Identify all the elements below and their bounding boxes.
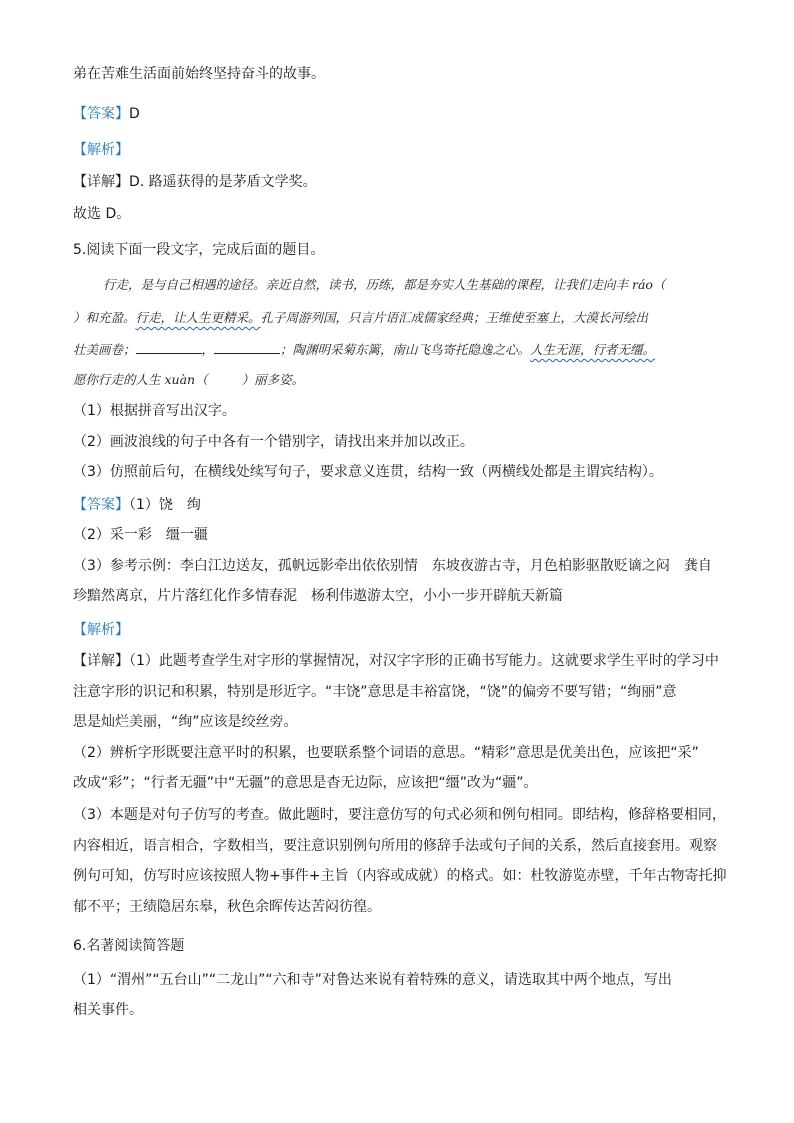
passage-text: 愿你行走的人生 xuàn（ [73, 372, 208, 387]
analysis-tag: 【解析】 [73, 622, 129, 638]
passage-text: ）和充盈。 [73, 310, 136, 325]
question-6-title: 6.名著阅读简答题 [73, 938, 185, 954]
passage-text: 壮美画卷； [73, 342, 136, 357]
passage-line-4 [73, 370, 304, 390]
detail-line-q5-1 [73, 651, 719, 671]
answer-text: （1）饶 绚 [129, 497, 201, 513]
passage-text: ）丽多姿。 [241, 372, 305, 387]
detail-line-q4 [73, 172, 317, 192]
passage-line-1: 行走，是与自己相遇的途径。亲近自然，读书，历练，都是夯实人生基础的课程，让我们走向丰 ráo（ [103, 277, 666, 292]
fill-blank-2[interactable] [214, 341, 280, 354]
fill-blank-1[interactable] [136, 341, 202, 354]
passage-line-2 [73, 308, 648, 328]
question-5-title: 5.阅读下面一段文字，完成后面的题目。 [73, 242, 325, 258]
detail-line-q5-2: 注意字形的识记和积累，特别是形近字。“丰饶”意思是丰裕富饶，“饶”的偏旁不要写错；“绚丽”意 [73, 684, 677, 700]
detail-line-q5-8: 例句可知，仿写时应该按照人物+事件+主旨（内容或成就）的格式。如：杜牧游览赤壁，千年古物寄托抑 [73, 868, 727, 884]
sub-question-1: （1）根据拼音写出汉字。 [73, 403, 236, 419]
answer-line-q4 [73, 104, 140, 124]
conclusion-q4: 故选 D。 [73, 206, 131, 222]
analysis-tag: 【解析】 [73, 142, 129, 158]
detail-line-q5-7: 内容相近，语言相合，字数相当，要注意识别例句所用的修辞手法或句子间的关系，然后直接套用。观察 [73, 838, 717, 854]
analysis-tag-q5 [73, 620, 129, 640]
detail-line-q5-4: （2）辨析字形既要注意平时的积累，也要联系整个词语的意思。“精彩”意思是优美出色，应该把“采” [73, 745, 699, 761]
detail-line-q5-5: 改成“彩”；“行者无疆”中“无疆”的意思是杳无边际，应该把“缰”改为“疆”。 [73, 775, 538, 791]
detail-text: （1）此题考查学生对字形的掌握情况，对汉字字形的正确书写能力。这就要求学生平时的学习中 [129, 653, 719, 669]
answer-tag: 【答案】 [73, 497, 129, 513]
wavy-sentence-1: 行走，让人生更精采。 [135, 310, 261, 325]
sub-question-3: （3）仿照前后句，在横线处续写句子，要求意义连贯，结构一致（两横线处都是主谓宾结构）。 [73, 464, 663, 480]
wavy-sentence-2: 人生无涯，行者无缰。 [530, 342, 656, 357]
continuation-text: 弟在苦难生活面前始终坚持奋斗的故事。 [73, 66, 325, 82]
passage-line-3 [73, 340, 655, 360]
detail-tag: 【详解】 [73, 174, 129, 190]
answer-line-q5-2: （2）采一彩 缰一疆 [73, 527, 208, 543]
detail-line-q5-3: 思是灿烂美丽，“绚”应该是绞丝旁。 [73, 714, 298, 730]
question-6-line-1: （1）“渭州”“五台山”“二龙山”“六和寺”对鲁达来说有着特殊的意义，请选取其中两个地点，写出 [73, 972, 672, 988]
analysis-tag-q4 [73, 140, 129, 160]
answer-value: D [129, 106, 140, 122]
answer-tag: 【答案】 [73, 106, 129, 122]
separator: ， [201, 342, 215, 357]
passage-text: ；陶渊明采菊东篱，南山飞鸟寄托隐逸之心。 [280, 342, 531, 357]
answer-line-q5-3: （3）参考示例：李白江边送友，孤帆远影牵出依依别情 东坡夜游古寺，月色柏影驱散贬谪之闷 龚自 [73, 558, 712, 574]
answer-line-q5-1 [73, 495, 201, 515]
question-6-line-2: 相关事件。 [73, 1002, 143, 1018]
passage-text: 孔子周游列国，只言片语汇成儒家经典；王维使至塞上，大漠长河绘出 [260, 310, 649, 325]
detail-tag: 【详解】 [73, 653, 129, 669]
answer-line-q5-4: 珍黯然离京，片片落红化作多情春泥 杨利伟遨游太空，小小一步开辟航天新篇 [73, 588, 563, 604]
detail-line-q5-6: （3）本题是对句子仿写的考查。做此题时，要注意仿写的句式必须和例句相同。即结构，修辞格要相同， [73, 807, 726, 823]
detail-text: D. 路遥获得的是茅盾文学奖。 [129, 174, 317, 190]
detail-line-q5-9: 郁不平；王绩隐居东皋，秋色余晖传达苦闷彷徨。 [73, 899, 381, 915]
sub-question-2: （2）画波浪线的句子中各有一个错别字，请找出来并加以改正。 [73, 434, 474, 450]
